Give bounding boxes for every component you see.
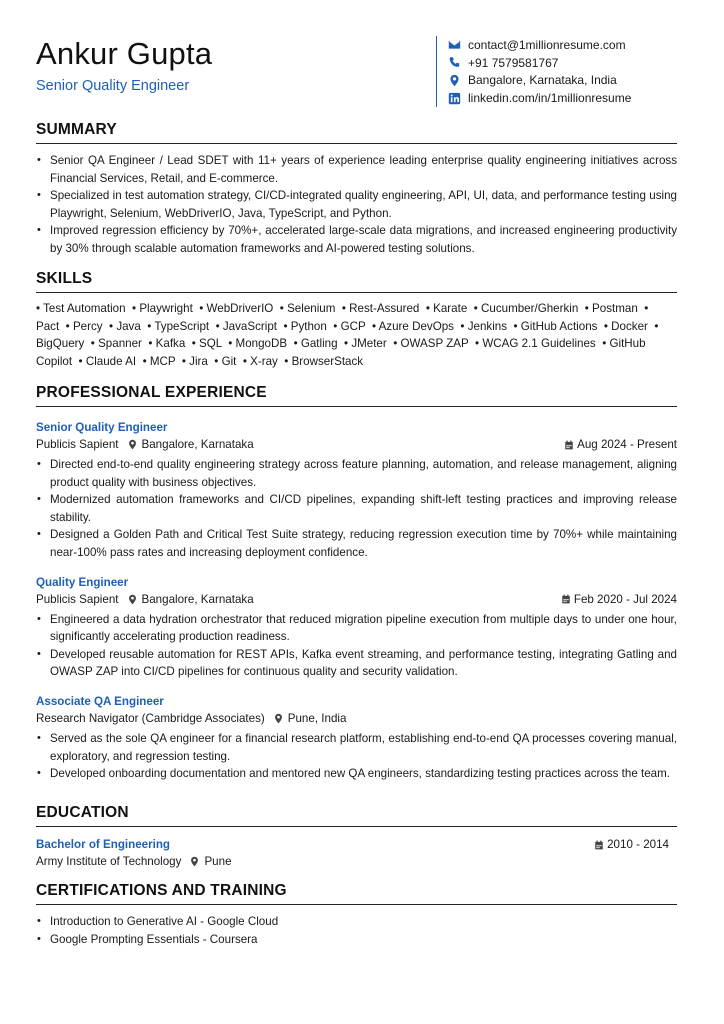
contact-phone-text: +91 7579581767 xyxy=(468,55,559,70)
job-title: Associate QA Engineer xyxy=(36,694,164,708)
skill-item: • X-ray xyxy=(243,355,284,368)
skill-item: • MCP xyxy=(143,355,182,368)
skill-item: • JavaScript xyxy=(216,320,284,333)
school-location: Pune xyxy=(204,855,232,868)
calendar-icon xyxy=(564,440,574,450)
skill-item: • SQL xyxy=(192,337,229,350)
skill-item: • GCP xyxy=(333,320,372,333)
job-bullets xyxy=(36,456,677,562)
job-dates: Aug 2024 - Present xyxy=(577,438,677,451)
certifications-section xyxy=(36,882,677,948)
candidate-role: Senior Quality Engineer xyxy=(36,78,190,94)
phone-icon xyxy=(447,56,461,70)
job-bullet: • Designed a Golden Path and Critical Test Suite strategy, reducing regression execution time by 70%+ while maintaining near-100% pass rates and increasing deployment confidence. xyxy=(36,526,677,561)
contact-linkedin-text: linkedin.com/in/1millionresume xyxy=(468,91,632,106)
skill-item: • Git xyxy=(214,355,243,368)
degree: Bachelor of Engineering xyxy=(36,838,170,851)
contact-email-text: contact@1millionresume.com xyxy=(468,37,626,52)
summary-section xyxy=(36,121,677,258)
skill-item: • Percy xyxy=(66,320,109,333)
skill-item: • Azure DevOps xyxy=(372,320,460,333)
skill-item: • Cucumber/Gherkin xyxy=(474,302,585,315)
skill-item: • Jenkins xyxy=(460,320,513,333)
contact-location-text: Bangalore, Karnataka, India xyxy=(468,73,617,88)
job-location: Bangalore, Karnataka xyxy=(141,592,254,606)
email-icon xyxy=(447,38,461,52)
skill-item: • JMeter xyxy=(344,337,393,350)
job-bullets xyxy=(36,730,677,783)
skill-item: • WebDriverIO xyxy=(199,302,280,315)
location-pin-icon xyxy=(127,439,138,450)
certification-item: • Introduction to Generative AI - Google Cloud xyxy=(36,913,677,931)
certifications-list xyxy=(36,913,677,948)
skill-item: • Test Automation xyxy=(36,302,132,315)
skill-item: • MongoDB xyxy=(228,337,293,350)
skill-item: • WCAG 2.1 Guidelines xyxy=(475,337,602,350)
skill-item: • TypeScript xyxy=(147,320,215,333)
job-bullets xyxy=(36,611,677,681)
section-title-experience: PROFESSIONAL EXPERIENCE xyxy=(36,384,677,407)
job-bullet: • Engineered a data hydration orchestrator that reduced migration pipeline execution from multiple days to under one hour, significantly accelerating production readiness. xyxy=(36,611,677,646)
skill-item: • Karate xyxy=(426,302,474,315)
job-location: Pune, India xyxy=(287,711,347,725)
skill-item: • Docker xyxy=(604,320,654,333)
contact-email[interactable] xyxy=(447,36,696,54)
experience-section xyxy=(36,384,677,783)
job-title: Senior Quality Engineer xyxy=(36,421,168,434)
skill-item: • Selenium xyxy=(280,302,342,315)
skill-item: • Gatling xyxy=(294,337,344,350)
section-title-certifications: CERTIFICATIONS AND TRAINING xyxy=(36,882,677,905)
summary-list xyxy=(36,152,677,258)
education-dates: 2010 - 2014 xyxy=(607,838,669,851)
skill-item: • Jira xyxy=(182,355,214,368)
job-bullet: • Served as the sole QA engineer for a financial research platform, establishing end-to-end QA processes covering manual, exploratory, and regression testing. xyxy=(36,730,677,765)
contact-block xyxy=(436,36,696,107)
skill-item: • Rest-Assured xyxy=(342,302,426,315)
skill-item: • Pact xyxy=(36,302,648,333)
section-title-education: EDUCATION xyxy=(36,804,677,827)
job-bullet: • Developed onboarding documentation and mentored new QA engineers, standardizing testing practices across the team. xyxy=(36,765,677,783)
location-icon xyxy=(447,73,461,87)
skill-item: • GitHub Copilot xyxy=(36,337,646,368)
job-entry xyxy=(36,693,677,783)
contact-phone[interactable] xyxy=(447,54,696,72)
job-location: Bangalore, Karnataka xyxy=(141,438,254,451)
skill-item: • GitHub Actions xyxy=(513,320,603,333)
contact-linkedin[interactable] xyxy=(447,89,696,107)
location-pin-icon xyxy=(273,713,284,724)
job-bullet: • Modernized automation frameworks and CI/CD pipelines, expanding shift-left testing practices and improving release stability. xyxy=(36,491,677,526)
job-company: Publicis Sapient xyxy=(36,592,119,606)
skill-item: • OWASP ZAP xyxy=(393,337,475,350)
skill-item: • Python xyxy=(283,320,333,333)
location-pin-icon xyxy=(127,594,138,605)
school: Army Institute of Technology xyxy=(36,855,182,868)
job-company: Research Navigator (Cambridge Associates) xyxy=(36,711,265,725)
job-bullet: • Developed reusable automation for REST APIs, Kafka event streaming, and performance testing, integrating Gatling and OWASP ZAP into CI/CD pipelines for continuous quality and security validation. xyxy=(36,646,677,681)
skill-item: • BrowserStack xyxy=(284,355,369,368)
location-pin-icon xyxy=(189,856,200,867)
summary-item: • Improved regression efficiency by 70%+, accelerated large-scale data migrations, and increased engineering productivity by 30% through scalable automation frameworks and AI-powered testing solutions. xyxy=(36,222,677,257)
skill-item: • Playwright xyxy=(132,302,199,315)
calendar-icon xyxy=(561,594,571,604)
section-title-skills: SKILLS xyxy=(36,270,677,293)
skills-list xyxy=(36,300,677,370)
summary-item: • Specialized in test automation strategy, CI/CD-integrated quality engineering, API, UI, data, and performance testing using Playwright, Selenium, WebDriverIO, Java, TypeScript, and Python. xyxy=(36,187,677,222)
job-company: Publicis Sapient xyxy=(36,438,119,451)
candidate-name: Ankur Gupta xyxy=(36,36,213,71)
skill-item: • Postman xyxy=(585,302,645,315)
education-entry xyxy=(36,836,677,870)
job-dates: Feb 2020 - Jul 2024 xyxy=(573,592,677,606)
section-title-summary: SUMMARY xyxy=(36,121,677,144)
linkedin-icon xyxy=(447,91,461,105)
skill-item: • Spanner xyxy=(91,337,149,350)
job-bullet: • Directed end-to-end quality engineering strategy across feature planning, automation, and release management, aligning product quality with business objectives. xyxy=(36,456,677,491)
calendar-icon xyxy=(594,840,604,850)
job-title: Quality Engineer xyxy=(36,575,129,589)
skill-item: • Java xyxy=(109,320,147,333)
education-section xyxy=(36,804,677,870)
contact-location xyxy=(447,72,696,90)
job-entry xyxy=(36,574,677,681)
skills-section xyxy=(36,270,677,370)
summary-item: • Senior QA Engineer / Lead SDET with 11+ years of experience leading enterprise quality engineering initiatives across Financial Services, Retail, and E-commerce. xyxy=(36,152,677,187)
skill-item: • Kafka xyxy=(148,337,191,350)
skill-item: • BigQuery xyxy=(36,320,658,351)
skill-item: • Claude AI xyxy=(79,355,143,368)
job-entry xyxy=(36,419,677,562)
certification-item: • Google Prompting Essentials - Coursera xyxy=(36,931,677,949)
